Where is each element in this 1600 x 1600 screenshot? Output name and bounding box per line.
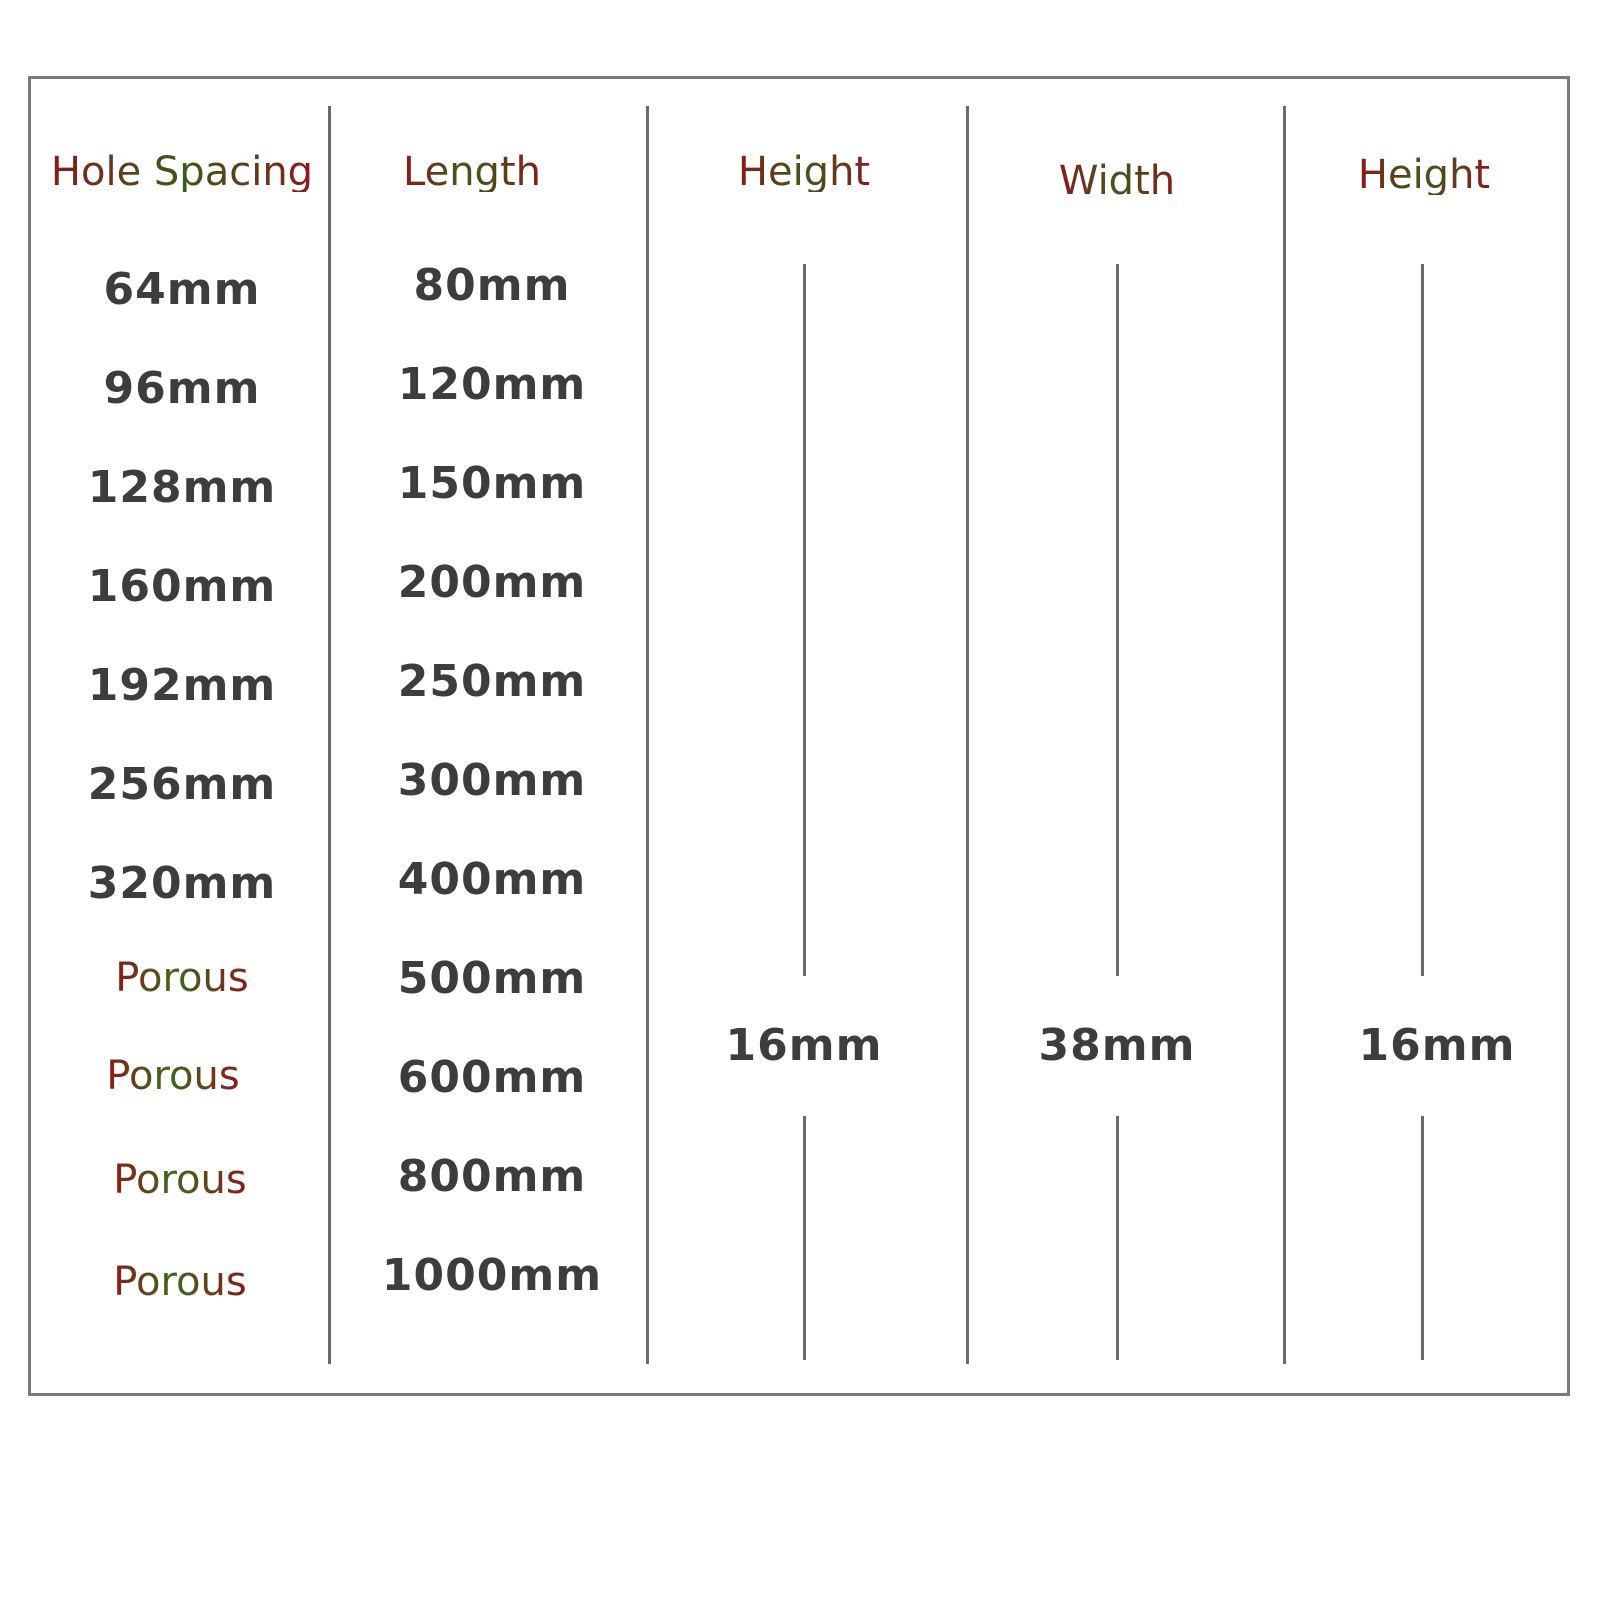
hole-spacing-porous: Porous bbox=[113, 1157, 247, 1203]
hole-spacing-value: 192mm bbox=[87, 660, 277, 711]
column-divider bbox=[966, 106, 969, 1364]
height-range-line-top bbox=[803, 264, 806, 976]
length-value: 600mm bbox=[397, 1052, 587, 1103]
height-2-range-line-top bbox=[1421, 264, 1424, 976]
column-divider bbox=[1283, 106, 1286, 1364]
length-value: 800mm bbox=[397, 1151, 587, 1202]
hole-spacing-porous: Porous bbox=[106, 1053, 240, 1099]
length-value: 400mm bbox=[397, 854, 587, 905]
length-value: 150mm bbox=[397, 458, 587, 509]
length-value: 200mm bbox=[397, 557, 587, 608]
height-2-value: 16mm bbox=[1358, 1020, 1516, 1071]
hole-spacing-porous: Porous bbox=[113, 1259, 247, 1305]
length-value: 300mm bbox=[397, 755, 587, 806]
width-range-line-bottom bbox=[1116, 1116, 1119, 1360]
hole-spacing-value: 96mm bbox=[103, 363, 261, 414]
header-height-2: Height bbox=[1357, 152, 1491, 198]
header-length: Length bbox=[403, 149, 541, 195]
hole-spacing-value: 160mm bbox=[87, 561, 277, 612]
header-hole-spacing: Hole Spacing bbox=[50, 149, 314, 195]
header-width: Width bbox=[1058, 158, 1176, 204]
hole-spacing-value: 320mm bbox=[87, 858, 277, 909]
length-value: 1000mm bbox=[381, 1250, 603, 1301]
hole-spacing-porous: Porous bbox=[115, 955, 249, 1001]
hole-spacing-value: 64mm bbox=[103, 264, 261, 315]
height-range-line-bottom bbox=[803, 1116, 806, 1360]
length-value: 250mm bbox=[397, 656, 587, 707]
width-range-line-top bbox=[1116, 264, 1119, 976]
height-2-range-line-bottom bbox=[1421, 1116, 1424, 1360]
length-value: 500mm bbox=[397, 953, 587, 1004]
header-height: Height bbox=[737, 149, 871, 195]
column-divider bbox=[646, 106, 649, 1364]
column-divider bbox=[328, 106, 331, 1364]
width-value: 38mm bbox=[1038, 1020, 1196, 1071]
height-value: 16mm bbox=[725, 1020, 883, 1071]
length-value: 120mm bbox=[397, 359, 587, 410]
hole-spacing-value: 128mm bbox=[87, 462, 277, 513]
hole-spacing-value: 256mm bbox=[87, 759, 277, 810]
length-value: 80mm bbox=[413, 260, 571, 311]
